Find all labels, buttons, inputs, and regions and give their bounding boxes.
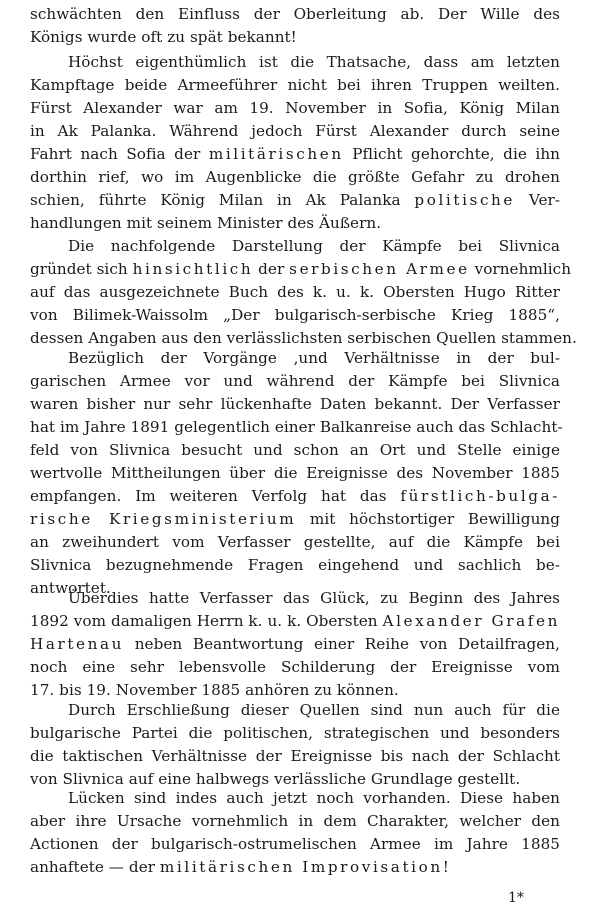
text-run: der (253, 260, 290, 278)
text-run: dorthin rief, wo im Augenblicke die größte Gefahr zu drohen (30, 168, 560, 186)
text-line (30, 553, 560, 577)
text-line (68, 346, 560, 370)
text-run: bulgarische Partei die politischen, strategischen und besonders (30, 724, 560, 742)
text-line (30, 392, 560, 416)
text-run: von Slivnica auf eine halbwegs verlässliche Grundlage gestellt. (30, 770, 521, 788)
text-run: Fürst Alexander war am 19. November in Sofia, König Milan (30, 99, 560, 117)
text-run: empfangen. Im weiteren Verfolg hat das (30, 487, 401, 505)
text-run: Bezüglich der Vorgänge ‚und Verhältnisse in der bul- (68, 349, 560, 367)
spaced-emphasis: Hartenau (30, 635, 125, 653)
text-run: in Ak Palanka. Während jedoch Fürst Alexander durch seine (30, 122, 560, 140)
spaced-emphasis: militärischen (208, 145, 344, 163)
text-run: Pflicht gehorchte, die ihn (343, 145, 560, 163)
text-run: garischen Armee vor und während der Kämpfe bei Slivnica (30, 372, 560, 390)
text-line (30, 461, 560, 485)
text-run: 17. bis 19. November 1885 anhören zu können. (30, 681, 399, 699)
text-run: Durch Erschließung dieser Quellen sind nun auch für die (68, 701, 560, 719)
text-run: waren bisher nur sehr lückenhafte Daten bekannt. Der Verfasser (30, 395, 560, 413)
text-line (30, 415, 563, 439)
text-line (30, 609, 560, 633)
text-run: neben Beantwortung einer Reihe von Detailfragen, (124, 635, 560, 653)
spaced-emphasis: politische (414, 191, 516, 209)
spaced-emphasis: Alexander Grafen (382, 612, 560, 630)
text-run: wertvolle Mittheilungen über die Ereignisse des November 1885 (30, 464, 560, 482)
text-line (68, 234, 560, 258)
text-line (30, 73, 560, 97)
text-run: Königs wurde oft zu spät bekannt! (30, 28, 297, 46)
text-line (30, 655, 560, 679)
text-line (30, 530, 560, 554)
text-run: aber ihre Ursache vornehmlich in dem Charakter, welcher den (30, 812, 560, 830)
text-line (30, 188, 560, 212)
spaced-emphasis: fürstlich-bulga- (400, 487, 560, 505)
text-run: 1892 vom damaligen Herrn k. u. k. Obersten (30, 612, 383, 630)
text-line (30, 280, 560, 304)
text-run: Lücken sind indes auch jetzt noch vorhanden. Diese haben (68, 789, 560, 807)
text-line (30, 809, 560, 833)
text-line (30, 119, 560, 143)
document-page (30, 0, 577, 920)
text-run: dessen Angaben aus den verlässlichsten serbischen Quellen stammen. (30, 329, 577, 347)
text-line (68, 698, 560, 722)
text-run: anhaftete — der (30, 858, 160, 876)
text-run: an zweihundert vom Verfasser gestellte, auf die Kämpfe bei (30, 533, 560, 551)
text-line (30, 96, 560, 120)
text-run: hat im Jahre 1891 gelegentlich einer Balkanreise auch das Schlacht- (30, 418, 563, 436)
signature-mark: 1* (508, 890, 524, 906)
text-run: Fahrt nach Sofia der (30, 145, 209, 163)
text-line (68, 786, 560, 810)
text-run: handlungen mit seinem Minister des Äußern. (30, 214, 382, 232)
text-line (30, 369, 560, 393)
text-line (68, 50, 560, 74)
text-line (30, 257, 572, 281)
text-line (30, 165, 560, 189)
text-run: Actionen der bulgarisch-ostrumelischen Armee im Jahre 1885 (30, 835, 560, 853)
text-run: die taktischen Verhältnisse der Ereignisse bis nach der Schlacht (30, 747, 560, 765)
text-run: Höchst eigenthümlich ist die Thatsache, dass am letzten (68, 53, 560, 71)
text-run: Slivnica bezugnehmende Fragen eingehend und sachlich be- (30, 556, 560, 574)
text-run: auf das ausgezeichnete Buch des k. u. k. Obersten Hugo Ritter (30, 283, 560, 301)
text-run: Überdies hatte Verfasser das Glück, zu Beginn des Jahres (68, 589, 560, 607)
text-run: vornehmlich (469, 260, 572, 278)
text-line (30, 484, 560, 508)
spaced-emphasis: rische Kriegsministerium (30, 510, 297, 528)
text-line (30, 211, 560, 235)
text-line (30, 744, 560, 768)
spaced-emphasis: militärischen Improvisation! (159, 858, 452, 876)
text-run: feld von Slivnica besucht und schon an Ort und Stelle einige (30, 441, 560, 459)
spaced-emphasis: hinsichtlich (132, 260, 254, 278)
text-line (30, 855, 560, 879)
text-run: gründet sich (30, 260, 133, 278)
text-line (30, 632, 560, 656)
text-run: Die nachfolgende Darstellung der Kämpfe bei Slivnica (68, 237, 560, 255)
text-run: Kampftage beide Armeeführer nicht bei ihren Truppen weilten. (30, 76, 560, 94)
text-run: schwächten den Einfluss der Oberleitung ab. Der Wille des (30, 5, 560, 23)
text-run: Ver- (515, 191, 561, 209)
text-line (30, 507, 560, 531)
spaced-emphasis: serbischen Armee (289, 260, 470, 278)
text-line (30, 438, 560, 462)
text-line (30, 2, 560, 26)
text-run: antwortet. (30, 579, 111, 597)
text-line (30, 25, 560, 49)
text-run: noch eine sehr lebensvolle Schilderung der Ereignisse vom (30, 658, 560, 676)
text-line (68, 586, 560, 610)
text-run: mit höchstortiger Bewilligung (296, 510, 561, 528)
text-line (30, 303, 560, 327)
text-line (30, 721, 560, 745)
text-line (30, 832, 560, 856)
text-run: schien, führte König Milan in Ak Palanka (30, 191, 415, 209)
text-line (30, 142, 560, 166)
text-run: von Bilimek-Waissolm „Der bulgarisch-serbische Krieg 1885“, (30, 306, 560, 324)
